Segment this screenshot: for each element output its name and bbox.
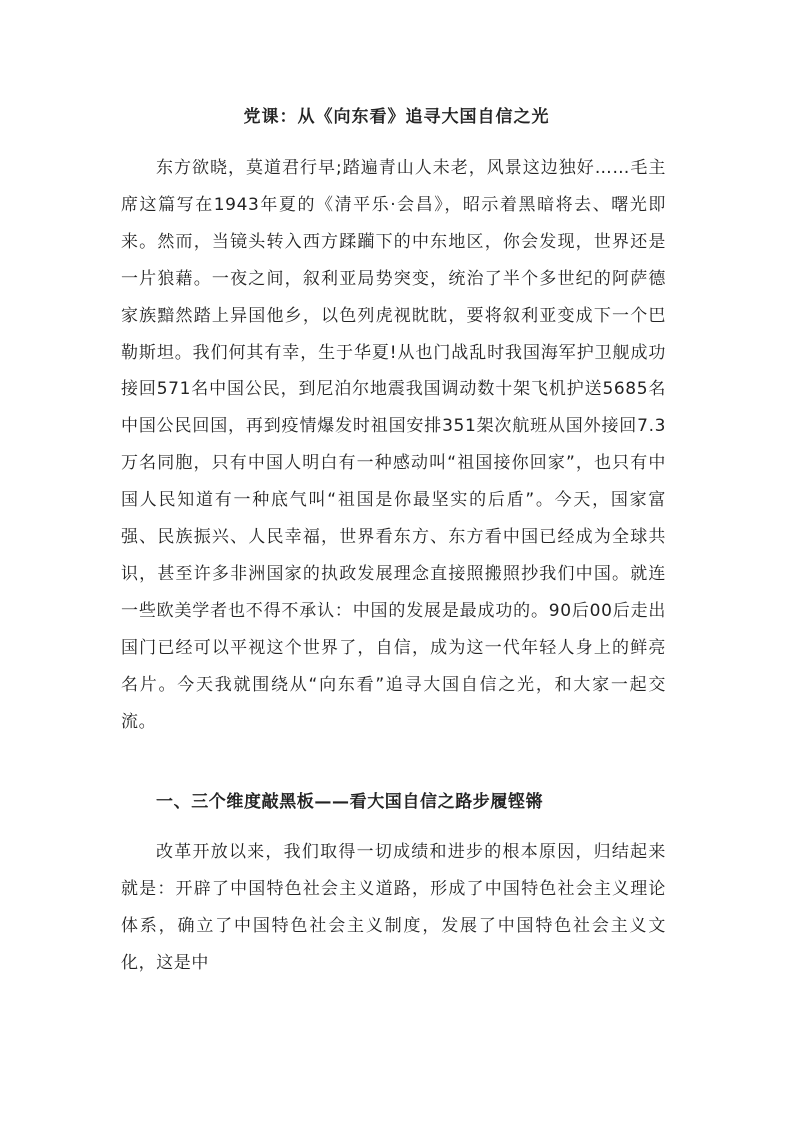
section-heading-1: 一、三个维度敲黑板——看大国自信之路步履铿锵 [156, 792, 544, 812]
document-title: 党课：从《向东看》追寻大国自信之光 [243, 107, 550, 127]
body-paragraph-section-1: 改革开放以来，我们取得一切成绩和进步的根本原因，归结起来就是：开辟了中国特色社会主义道路，形成了中国特色社会主义理论体系，确立了中国特色社会主义制度，发展了中国特色社会主义文化，这是中 [121, 842, 666, 973]
body-paragraph-intro: 东方欲晓，莫道君行早;踏遍青山人未老，风景这边独好……毛主席这篇写在1943年夏的《清平乐·会昌》，昭示着黑暗将去、曙光即来。然而，当镜头转入西方蹂躏下的中东地区，你会发现，世界还是一片狼藉。一夜之间，叙利亚局势突变，统治了半个多世纪的阿萨德家族黯然踏上异国他乡，以色列虎视眈眈，要将叙利亚变成下一个巴勒斯坦。我们何其有幸，生于华夏!从也门战乱时我国海军护卫舰成功接回571名中国公民，到尼泊尔地震我国调动数十架飞机护送5685名中国公民回国，再到疫情爆发时祖国安排351架次航班从国外接回7.3万名同胞，只有中国人明白有一种感动叫“祖国接你回家”，也只有中国人民知道有一种底气叫“祖国是你最坚实的后盾”。今天，国家富强、民族振兴、人民幸福，世界看东方、东方看中国已经成为全球共识，甚至许多非洲国家的执政发展理念直接照搬照抄我们中国。就连一些欧美学者也不得不承认：中国的发展是最成功的。90后00后走出国门已经可以平视这个世界了，自信，成为这一代年轻人身上的鲜亮名片。今天我就围绕从“向东看”追寻大国自信之光，和大家一起交流。 [121, 158, 666, 732]
